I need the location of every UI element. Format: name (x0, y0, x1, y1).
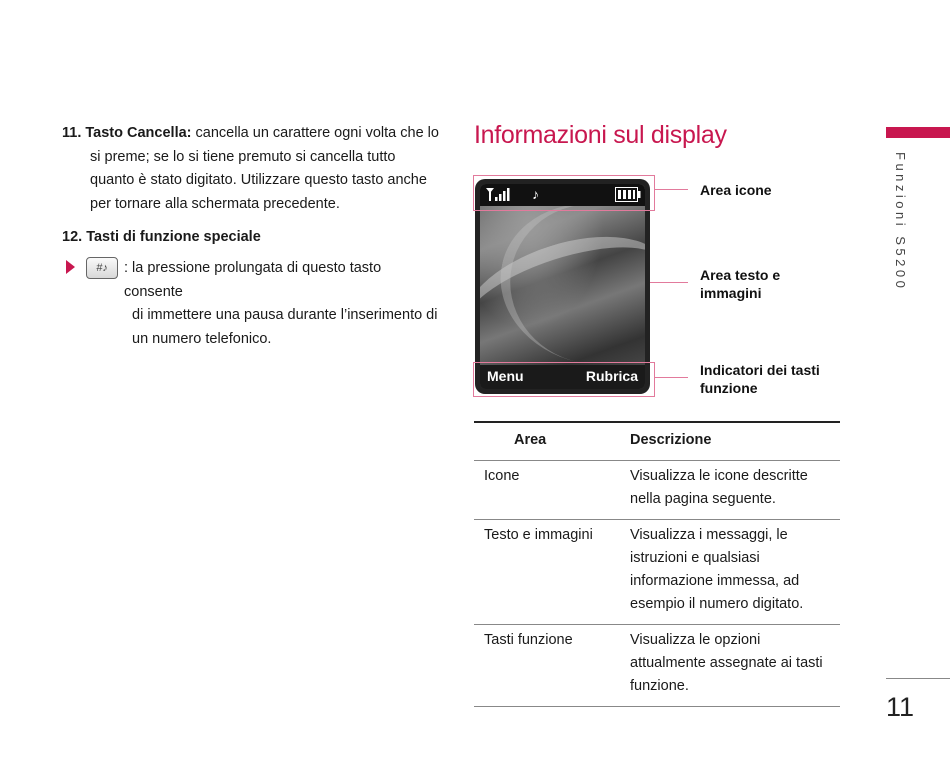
display-areas-table (474, 421, 840, 707)
table-header-area: Area (474, 422, 630, 461)
table-header-row (474, 422, 840, 461)
item-12-label: Tasti di funzione speciale (86, 229, 261, 245)
softkey-area-leader (654, 377, 688, 378)
item-11-text-rest: preme; se lo si tiene premuto si cancella tutto quanto è stato digitato. Utilizzare questo tasto anche per tornare alla schermata precedente. (90, 148, 427, 212)
table-row (474, 520, 840, 625)
callout-icon-area: Area icone (700, 182, 772, 198)
music-note-icon: ♪ (532, 186, 539, 202)
table-row (474, 625, 840, 707)
page-number-rule (886, 678, 950, 679)
table-header-description: Descrizione (630, 422, 840, 461)
section-title: Informazioni sul display (474, 121, 727, 149)
bullet-text-first: : la pressione prolungata di questo tasto consente (124, 260, 382, 300)
softkey-area-highlight (473, 362, 655, 397)
table-cell-description: Visualizza i messaggi, le istruzioni e qualsiasi informazione immessa, ad esempio il numero digitato. (630, 520, 840, 625)
item-12 (62, 226, 442, 250)
table-cell-area: Testo e immagini (474, 520, 630, 625)
callout-softkey-indicators: Indicatori dei tasti funzione (700, 362, 820, 396)
item-11-paragraph (62, 122, 442, 216)
callout-text-area: Area testo e immagini (700, 267, 781, 301)
item-12-number: 12. (62, 229, 83, 245)
bullet-text-rest: di immettere una pausa durante l’inserimento di un numero telefonico. (132, 307, 438, 347)
bullet-text (124, 257, 444, 351)
table-cell-area: Tasti funzione (474, 625, 630, 707)
hash-key-icon: #♪ (86, 257, 118, 279)
bullet-arrow-icon (66, 260, 75, 274)
table-cell-description: Visualizza le opzioni attualmente assegnate ai tasti funzione. (630, 625, 840, 707)
icon-area-highlight (473, 175, 655, 211)
softkey-menu: Menu (487, 368, 524, 384)
text-area-leader (650, 282, 688, 283)
chapter-side-label: Funzioni S5200 (893, 152, 908, 292)
item-11-number: 11. (62, 125, 82, 141)
phone-screen (480, 184, 645, 389)
table-cell-description: Visualizza le icone descritte nella pagina seguente. (630, 461, 840, 520)
item-11 (62, 122, 442, 216)
icon-area-leader (654, 189, 688, 190)
chapter-tab-marker (886, 127, 950, 138)
item-11-text-first: cancella un carattere ogni volta che lo si (90, 125, 439, 165)
item-11-label: Tasto Cancella: (85, 125, 192, 141)
page-number: 11 (886, 692, 915, 722)
table-row (474, 461, 840, 520)
softkey-rubrica: Rubrica (585, 368, 638, 384)
table-cell-area: Icone (474, 461, 630, 520)
